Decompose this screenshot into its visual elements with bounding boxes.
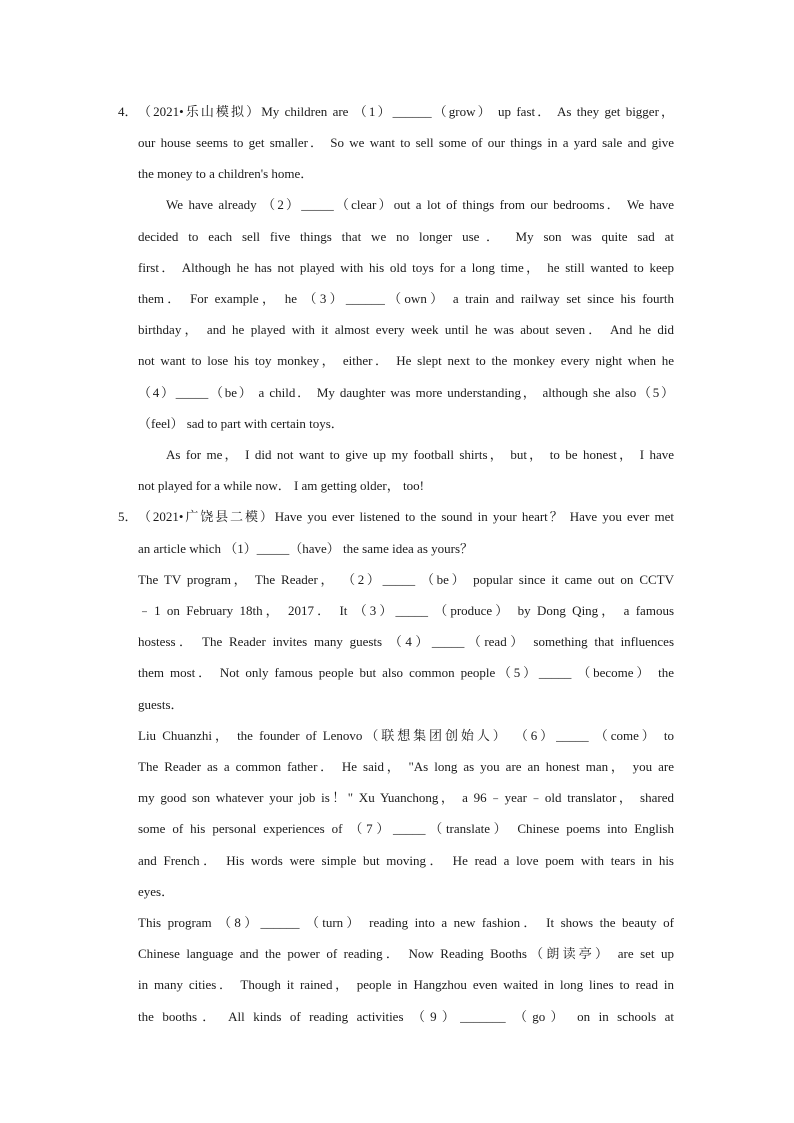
text-line: hostess． The Reader invites many guests （4）_____（read） something that influences <box>138 634 674 649</box>
text-line: （2021•乐山模拟）My children are （1）______（grow） up fast． As they get bigger， <box>138 104 674 119</box>
question-number: 4． <box>118 104 138 119</box>
text-line: （feel） sad to part with certain toys． <box>138 416 344 431</box>
text-line: This program （8）______ （turn） reading into a new fashion． It shows the beauty of <box>138 915 674 930</box>
text-line: the booths． All kinds of reading activities （9）_______ （go） on in schools at <box>138 1009 674 1024</box>
text-line: Liu Chuanzhi， the founder of Lenovo（联想集团创始人） （6）_____ （come） to <box>138 728 674 743</box>
text-line: The Reader as a common father． He said， "As long as you are an honest man， you are <box>138 759 674 774</box>
text-line: in many cities． Though it rained， people in Hangzhou even waited in long lines to read in <box>138 977 674 992</box>
text-line: them． For example， he （3）______（own） a train and railway set since his fourth <box>138 291 674 306</box>
text-line: guests． <box>138 697 184 712</box>
text-line: the money to a children's home． <box>138 166 314 181</box>
text-line: birthday， and he played with it almost every week until he was about seven． And he did <box>138 322 674 337</box>
question-number: 5． <box>118 509 138 524</box>
text-line: decided to each sell five things that we no longer use． My son was quite sad at <box>138 229 674 244</box>
text-line: some of his personal experiences of （7）_____（translate） Chinese poems into English <box>138 821 674 836</box>
text-line: my good son whatever your job is！" Xu Yuanchong， a 96﹣year﹣old translator， shared <box>138 790 674 805</box>
text-line: first． Although he has not played with his old toys for a long time， he still wanted to keep <box>138 260 674 275</box>
text-line: and French． His words were simple but moving． He read a love poem with tears in his <box>138 853 674 868</box>
text-line: （2021•广饶县二模）Have you ever listened to the sound in your heart？ Have you ever met <box>138 509 674 524</box>
text-line: Chinese language and the power of reading． Now Reading Booths（朗读亭） are set up <box>138 946 674 961</box>
text-line: We have already （2）_____（clear）out a lot of things from our bedrooms． We have <box>166 197 674 212</box>
text-line: As for me， I did not want to give up my football shirts， but， to be honest， I have <box>166 447 674 462</box>
text-line: an article which （1）_____（have） the same idea as yours？ <box>138 541 474 556</box>
text-line: （4）_____（be） a child． My daughter was more understanding， although she also（5） <box>138 385 674 400</box>
text-line: our house seems to get smaller． So we want to sell some of our things in a yard sale and give <box>138 135 674 150</box>
text-line: eyes． <box>138 884 175 899</box>
text-line: The TV program， The Reader， （2）_____ （be） popular since it came out on CCTV <box>138 572 674 587</box>
text-line: ﹣1 on February 18th， 2017． It （3）_____ （produce） by Dong Qing， a famous <box>138 603 674 618</box>
text-line: not want to lose his toy monkey， either． He slept next to the monkey every night when he <box>138 353 674 368</box>
text-line: them most． Not only famous people but also common people（5）_____ （become） the <box>138 665 674 680</box>
text-line: not played for a while now． I am getting older， too! <box>138 478 424 493</box>
